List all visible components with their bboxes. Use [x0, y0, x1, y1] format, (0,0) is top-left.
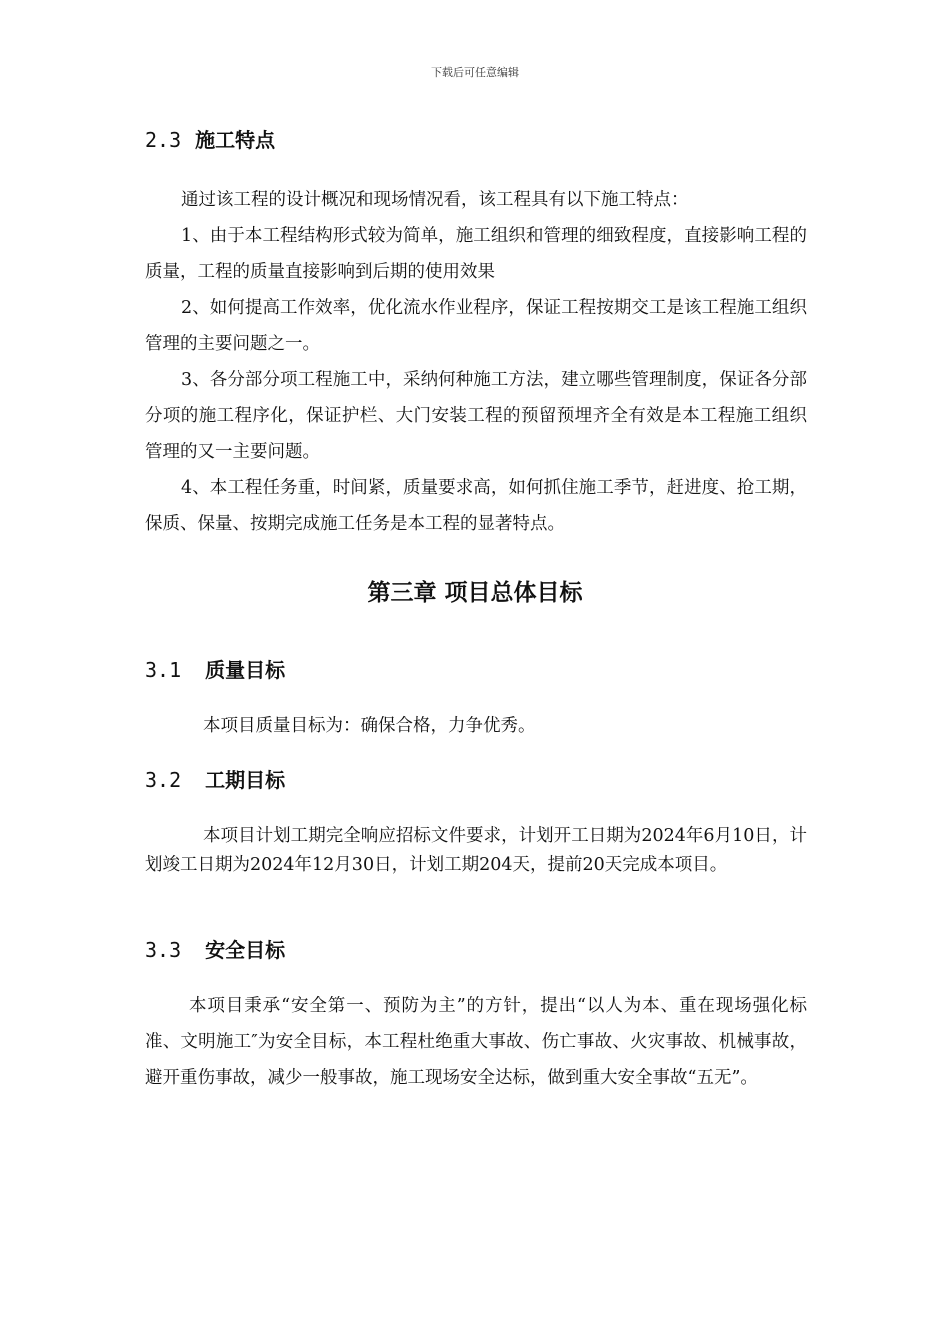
- section-2-3-intro: 通过该工程的设计概况和现场情况看，该工程具有以下施工特点：: [181, 190, 689, 210]
- list-item: 3、各分部分项工程施工中，采纳何种施工方法，建立哪些管理制度，保证各分部分项的施工程序化，保证护栏、大门安装工程的预留预埋齐全有效是本工程施工组织管理的又一主要问题。: [145, 370, 807, 462]
- section-number: 2.3: [145, 128, 182, 152]
- section-number: 3.3: [145, 938, 182, 962]
- section-3-1-heading: [145, 654, 285, 683]
- page-header: 下载后可任意编辑: [431, 66, 519, 79]
- section-number: 3.1: [145, 658, 182, 682]
- section-title: 施工特点: [195, 128, 276, 152]
- section-2-3-heading: [145, 124, 275, 153]
- section-3-2-body: 本项目计划工期完全响应招标文件要求，计划开工日期为2024年6月10日，计划竣工日期为2024年12月30日，计划工期204天，提前20天完成本项目。: [145, 826, 807, 875]
- chapter-title: 第三章 项目总体目标: [367, 579, 583, 606]
- section-3-1-body: 本项目质量目标为：确保合格，力争优秀。: [203, 716, 536, 736]
- section-number: 3.2: [145, 768, 182, 792]
- section-3-3-body: 本项目秉承“安全第一、预防为主”的方针，提出“以人为本、重在现场强化标准、文明施工″为安全目标，本工程杜绝重大事故、伤亡事故、火灾事故、机械事故，避开重伤事故，减少一般事故，施工现场安全达标，做到重大安全事故“五无”。: [145, 996, 807, 1088]
- section-title: 工期目标: [205, 768, 286, 792]
- list-item: 4、本工程任务重，时间紧，质量要求高，如何抓住施工季节，赶进度、抢工期，保质、保量、按期完成施工任务是本工程的显著特点。: [145, 478, 807, 534]
- section-title: 安全目标: [205, 938, 286, 962]
- section-title: 质量目标: [205, 658, 286, 682]
- list-item: 2、如何提高工作效率，优化流水作业程序，保证工程按期交工是该工程施工组织管理的主要问题之一。: [145, 298, 807, 354]
- section-3-2-heading: [145, 764, 285, 793]
- section-3-3-heading: [145, 934, 285, 963]
- list-item: 1、由于本工程结构形式较为简单，施工组织和管理的细致程度，直接影响工程的质量，工程的质量直接影响到后期的使用效果: [145, 226, 807, 282]
